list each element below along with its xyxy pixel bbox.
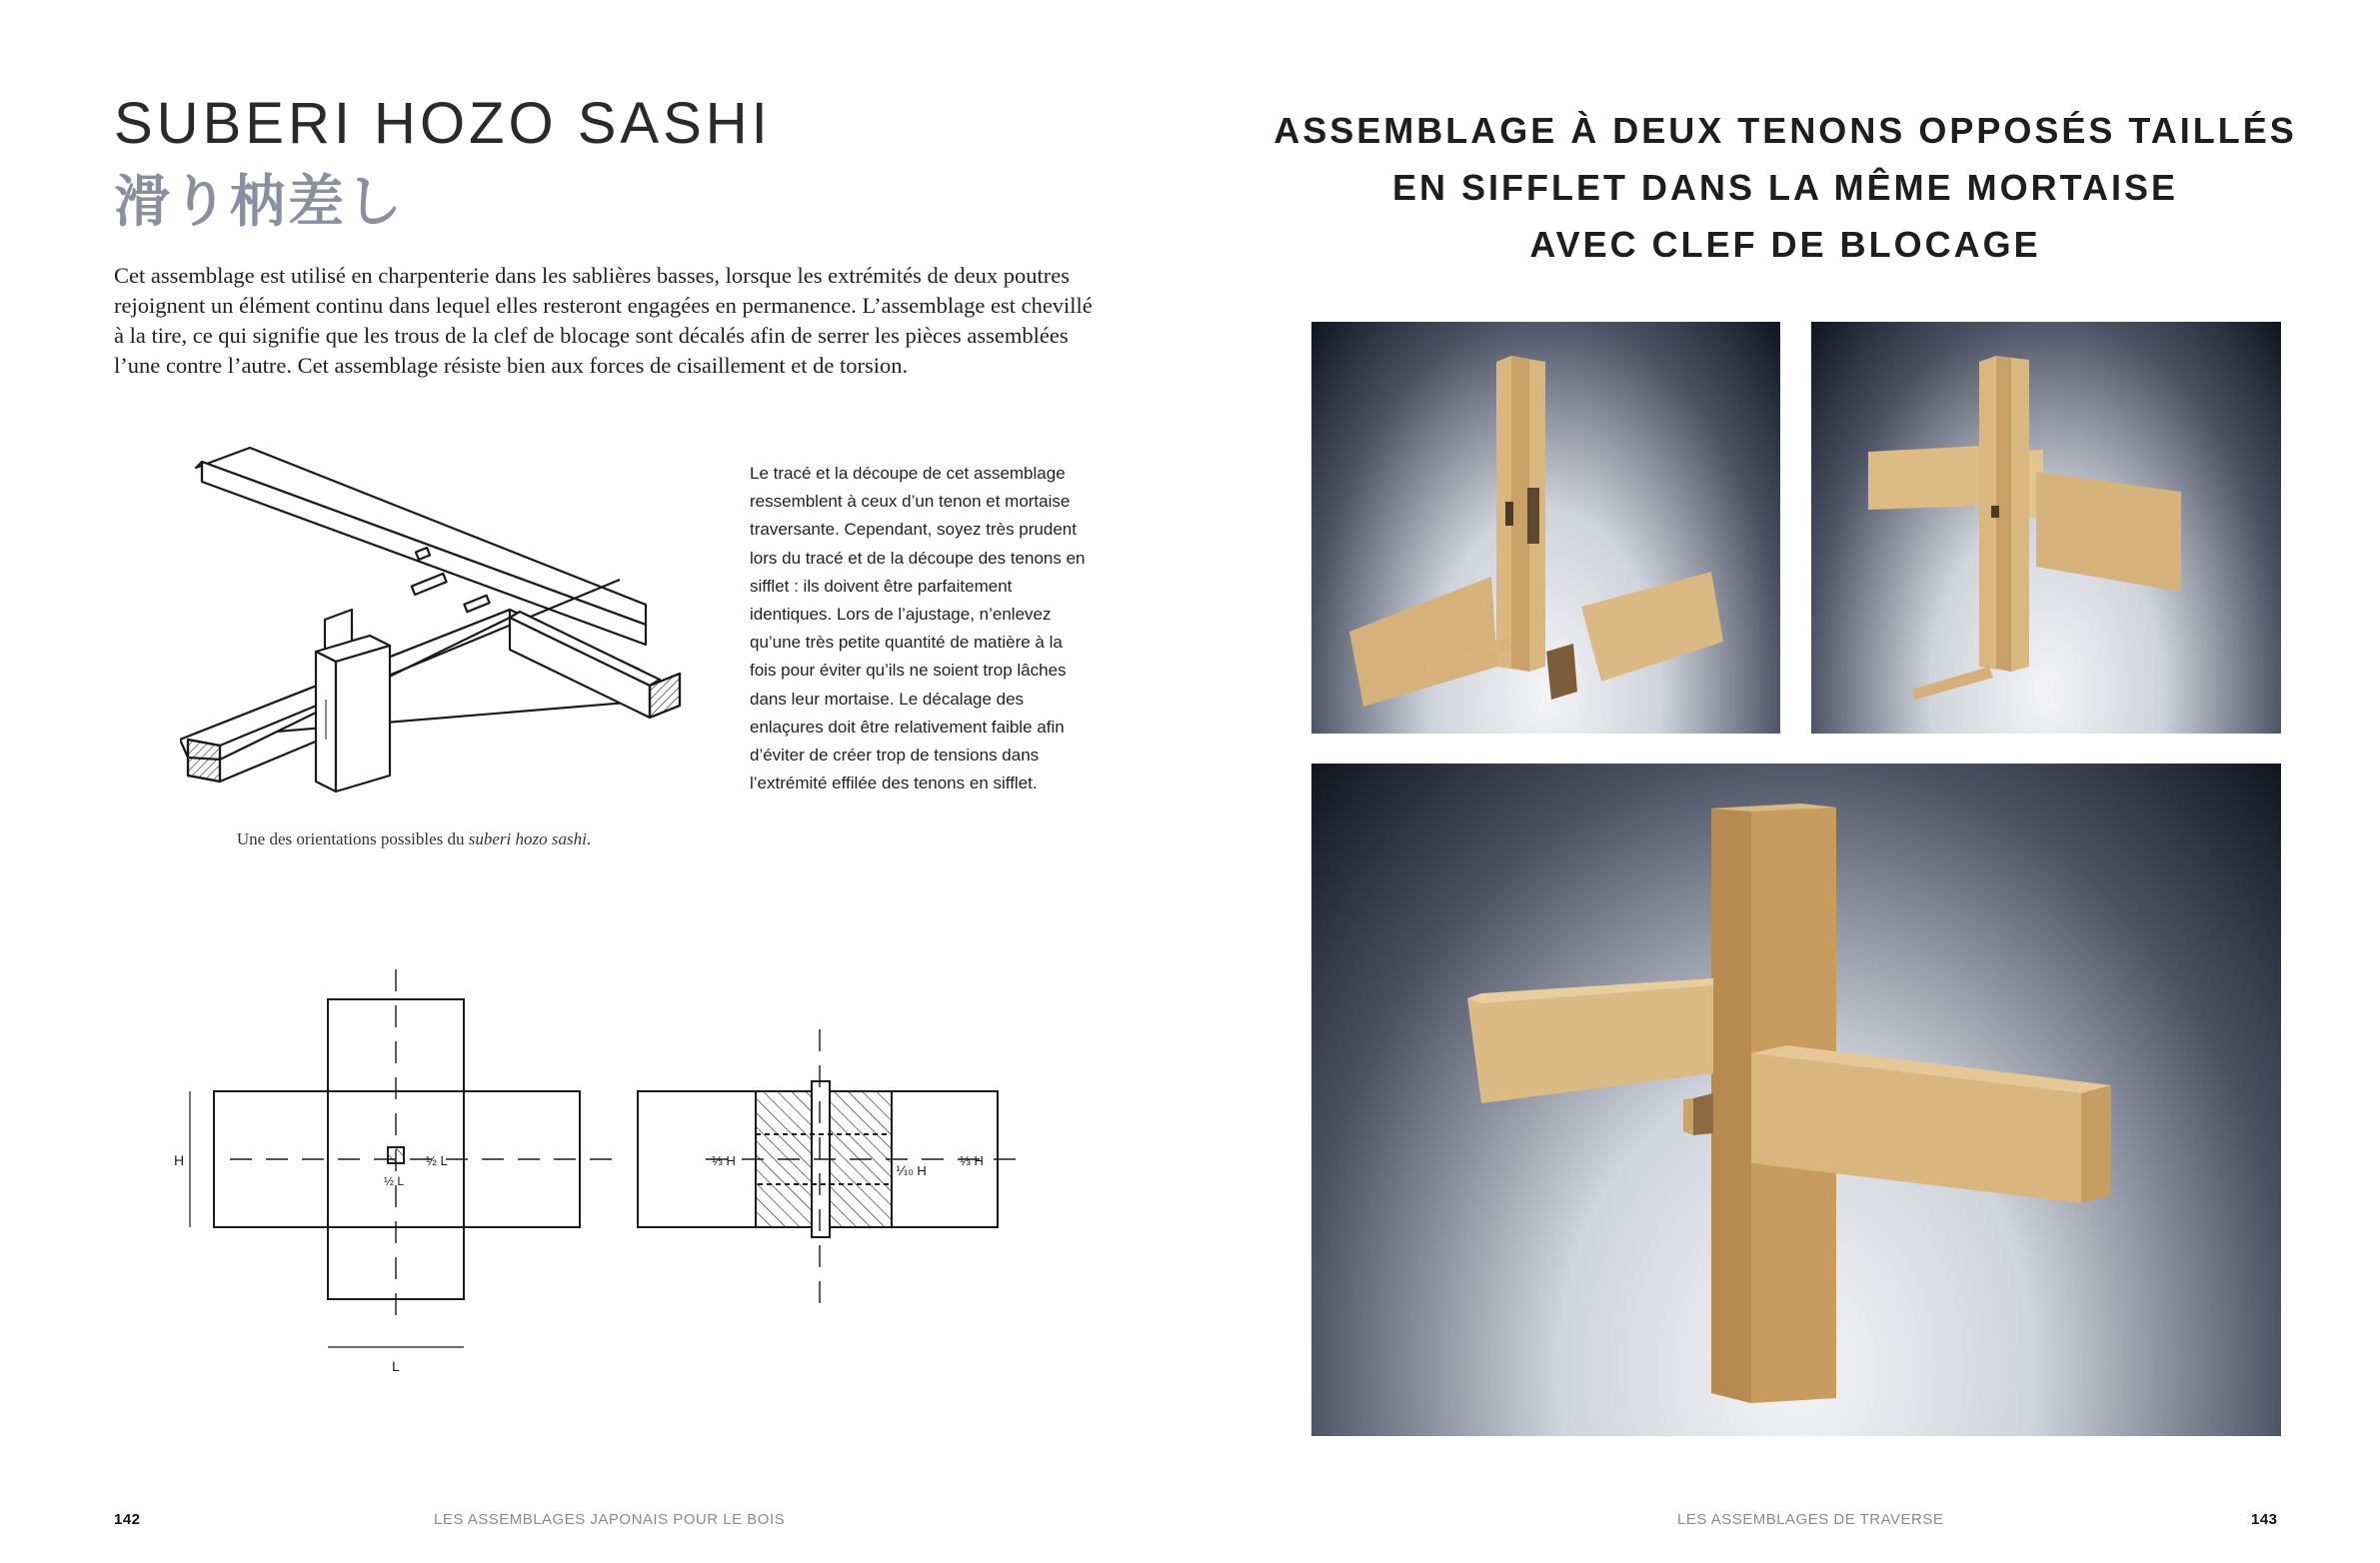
side-note: Le tracé et la découpe de cet assemblage ressemblent à ceux d’un tenon et mortaise traversante. Cependant, soyez très prudent lors du tracé et de la découpe des tenons en sifflet : ils doivent être parfaitement identiques. Lors de l’ajustage, n’enlevez qu’une très petite quantité de matière à la fois pour éviter qu’ils ne soient trop lâches dans leur mortaise. Le décalage des enlaçures doit être relativement faible afin d’éviter de créer trop de tensions dans l’extrémité effilée des tenons en sifflet. — [750, 464, 1086, 793]
photo-disassembled-joint — [1311, 322, 1780, 734]
folio-right: 143 — [2251, 1511, 2278, 1528]
japanese-title: 滑り枘差し — [114, 170, 404, 235]
right-page — [1190, 0, 2380, 1563]
joint-plan-drawing — [160, 969, 1040, 1389]
intro-paragraph: Cet assemblage est utilisé en charpenterie dans les sablières basses, lorsque les extrémités de deux poutres rejoignent un élément continu dans lequel elles resteront engagées en permanence. L’assemblage est chevillé à la tire, ce qui signifie que les trous de la clef de blocage sont décalés afin de serrer les pièces assemblées l’une contre l’autre. Cet assemblage résiste bien aux forces de cisaillement et de torsion. — [114, 263, 1093, 378]
caption-end: . — [586, 829, 592, 848]
label-h: H — [174, 1152, 185, 1168]
figure-caption — [114, 829, 714, 849]
label-l: L — [392, 1358, 400, 1374]
joint-perspective-sketch — [180, 440, 700, 819]
photo-assembled-joint-small — [1811, 322, 2281, 734]
label-third-h-left: ⅓ H — [712, 1153, 736, 1168]
caption-term: suberi hozo sashi — [468, 829, 587, 848]
right-page-title — [1190, 102, 2380, 273]
title-line-3: AVEC CLEF DE BLOCAGE — [1529, 224, 2041, 265]
caption-text: Une des orientations possibles du — [236, 829, 469, 848]
running-head-left: LES ASSEMBLAGES JAPONAIS POUR LE BOIS — [434, 1511, 786, 1528]
label-tenth-h: ⅒ H — [896, 1163, 927, 1178]
title-line-2: EN SIFFLET DANS LA MÊME MORTAISE — [1392, 167, 2178, 208]
folio-left: 142 — [114, 1511, 141, 1528]
label-half-l-small: ½ L — [384, 1174, 405, 1188]
page-title: SUBERI HOZO SASHI — [114, 91, 772, 156]
running-head-right: LES ASSEMBLAGES DE TRAVERSE — [1677, 1511, 1944, 1528]
title-line-1: ASSEMBLAGE À DEUX TENONS OPPOSÉS TAILLÉS — [1273, 110, 2297, 151]
label-half-l: ½ L — [426, 1153, 448, 1168]
label-third-h-right: ⅓ H — [960, 1153, 984, 1168]
photo-assembled-joint-large — [1311, 764, 2281, 1436]
